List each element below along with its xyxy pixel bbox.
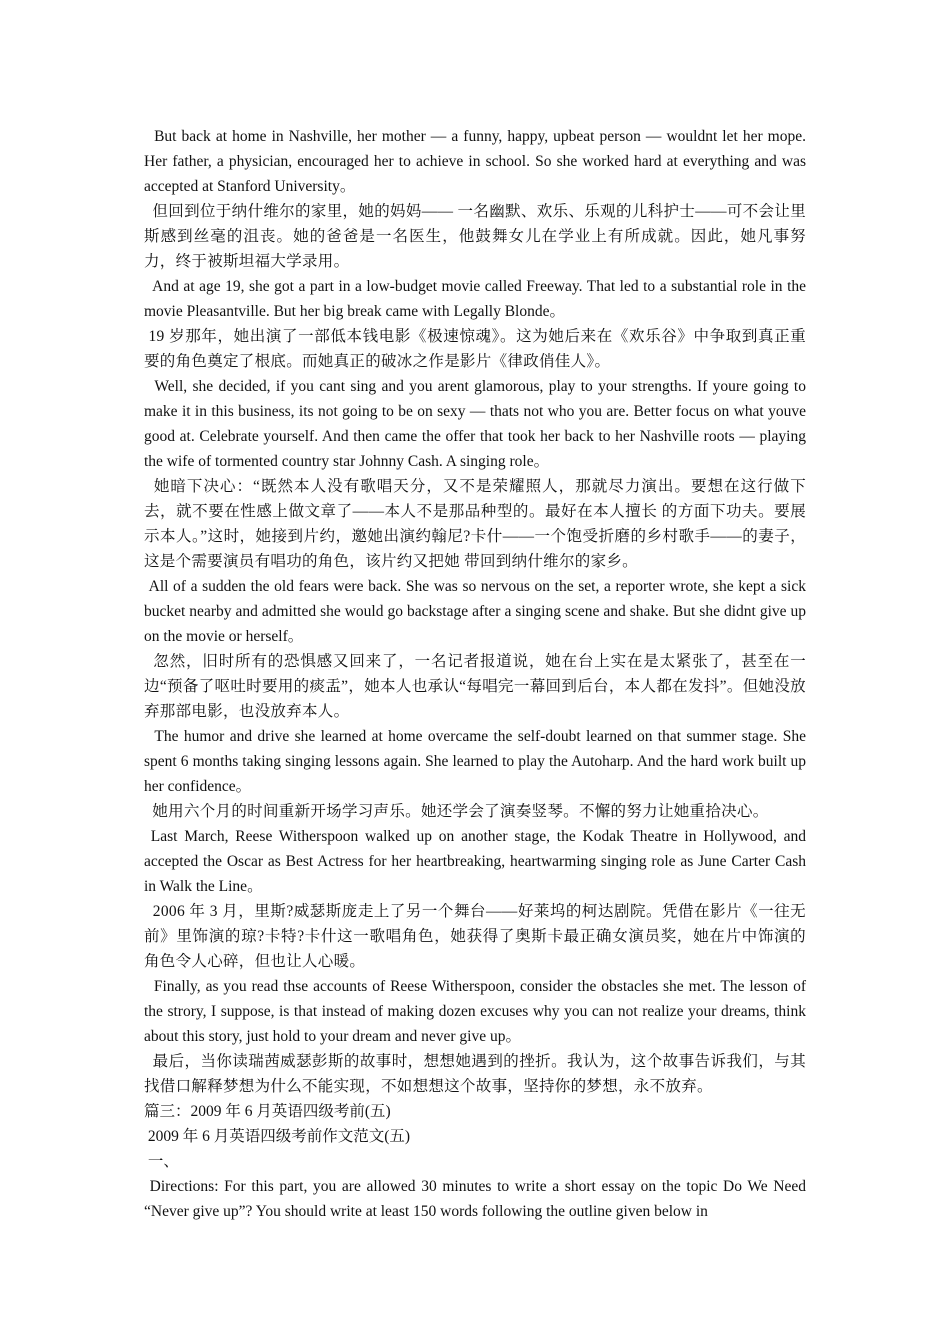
- section-number: 一、: [144, 1153, 179, 1170]
- paragraph-en-old-fears: All of a sudden the old fears were back. She was so nervous on the set, a reporter wrote, she kept a sick bucket nearby and admitted she would go backstage after a singing scene and shake. But she didnt give up on the movie or herself。: [144, 578, 806, 645]
- section-heading: 篇三：2009 年 6 月英语四级考前(五): [144, 1103, 391, 1120]
- paragraph-zh-old-fears: 忽然，旧时所有的恐惧感又回来了，一名记者报道说，她在台上实在是太紧张了，甚至在一边“预备了呕吐时要用的痰盂”，她本人也承认“每唱完一幕回到后台，本人都在发抖”。但她没放弃那部电影，也没放弃本人。: [144, 653, 806, 720]
- document-body: [144, 124, 806, 1224]
- paragraph-directions: Directions: For this part, you are allowed 30 minutes to write a short essay on the topic Do We Need “Never give up”? You should write at least 150 words following the outline given below in: [144, 1178, 806, 1220]
- paragraph-en-strengths: Well, she decided, if you cant sing and you arent glamorous, play to your strengths. If youre going to make it in this business, its not going to be on sexy — thats not who you are. Better focus on what youve good at. Celebrate yourself. And then came the offer that took her back to her Nashville roots — playing the wife of tormented country star Johnny Cash. A singing role。: [144, 378, 806, 470]
- paragraph-zh-strengths: 她暗下决心：“既然本人没有歌唱天分，又不是荣耀照人，那就尽力演出。要想在这行做下去，就不要在性感上做文章了——本人不是那品种型的。最好在本人擅长 的方面下功夫。要展示本人。”这时，她接到片约，邀她出演约翰尼?卡什——一个饱受折磨的乡村歌手——的妻子，这是个需要演员有唱功的角色，该片约又把她 带回到纳什维尔的家乡。: [144, 478, 806, 570]
- paragraph-en-mother: But back at home in Nashville, her mother — a funny, happy, upbeat person — wouldnt let her mope. Her father, a physician, encouraged her to achieve in school. So she worked hard at everything and was accepted at Stanford University。: [144, 128, 806, 195]
- paragraph-zh-oscar: 2006 年 3 月，里斯?威瑟斯庞走上了另一个舞台——好莱坞的柯达剧院。凭借在影片《一往无前》里饰演的琼?卡特?卡什这一歌唱角色，她获得了奥斯卡最正确女演员奖，她在片中饰演的角色令人心碎，但也让人心暖。: [144, 903, 806, 970]
- paragraph-en-conclusion: Finally, as you read thse accounts of Reese Witherspoon, consider the obstacles she met. The lesson of the strory, I suppose, is that instead of making dozen excuses why you can not realize your dreams, think about this story, just hold to your dream and never give up。: [144, 978, 806, 1045]
- paragraph-zh-singing-lessons: 她用六个月的时间重新开场学习声乐。她还学会了演奏竖琴。不懈的努力让她重拾决心。: [144, 803, 769, 820]
- paragraph-en-oscar: Last March, Reese Witherspoon walked up on another stage, the Kodak Theatre in Hollywood, and accepted the Oscar as Best Actress for her heartbreaking, heartwarming singing role as June Carter Cash in Walk the Line。: [144, 828, 806, 895]
- paragraph-zh-freeway: 19 岁那年，她出演了一部低本钱电影《极速惊魂》。这为她后来在《欢乐谷》中争取到真正重要的角色奠定了根底。而她真正的破冰之作是影片《律政俏佳人》。: [144, 328, 806, 370]
- paragraph-en-singing-lessons: The humor and drive she learned at home overcame the self-doubt learned on that summer stage. She spent 6 months taking singing lessons again. She learned to play the Autoharp. And the hard work built up her confidence。: [144, 728, 806, 795]
- paragraph-zh-mother: 但回到位于纳什维尔的家里，她的妈妈—— 一名幽默、欢乐、乐观的儿科护士——可不会让里斯感到丝毫的沮丧。她的爸爸是一名医生，他鼓舞女儿在学业上有所成就。因此，她凡事努力，终于被斯坦福大学录用。: [144, 203, 806, 270]
- section-subheading: 2009 年 6 月英语四级考前作文范文(五): [144, 1128, 411, 1145]
- paragraph-en-freeway: And at age 19, she got a part in a low-budget movie called Freeway. That led to a substantial role in the movie Pleasantville. But her big break came with Legally Blonde。: [144, 278, 806, 320]
- paragraph-zh-conclusion: 最后，当你读瑞茜威瑟彭斯的故事时，想想她遇到的挫折。我认为，这个故事告诉我们，与其找借口解释梦想为什么不能实现，不如想想这个故事，坚持你的梦想，永不放弃。: [144, 1053, 806, 1095]
